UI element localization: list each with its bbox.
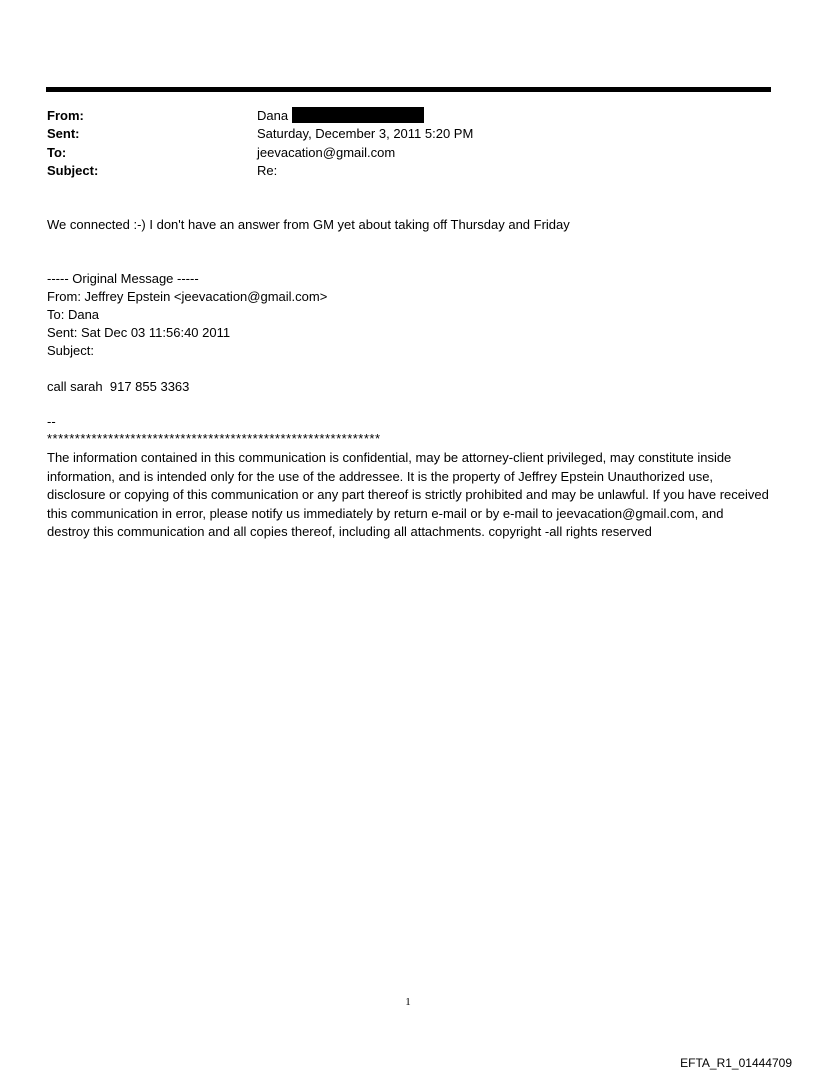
original-from: From: Jeffrey Epstein <jeevacation@gmail.com> xyxy=(47,289,328,304)
signature-dashes: -- xyxy=(47,414,56,429)
header-rule xyxy=(46,87,771,92)
bates-number: EFTA_R1_01444709 xyxy=(680,1056,792,1070)
sent-label: Sent: xyxy=(47,126,80,141)
from-value xyxy=(257,107,424,125)
redaction-box xyxy=(292,107,424,123)
to-value: jeevacation@gmail.com xyxy=(257,145,396,160)
confidentiality-disclaimer: The information contained in this communication is confidential, may be attorney-client privileged, may constitute inside information, and is intended only for the use of the addressee. It is the property of Jeffrey Epstein Unauthorized use, disclosure or copying of this communication or any part thereof is strictly prohibited and may be unlawful. If you have received this communication in error, please notify us immediately by return e-mail or by e-mail to jeevacation@gmail.com, and destroy this communication and all copies thereof, including all attachments. copyright -all rights reserved xyxy=(47,450,769,539)
page-number: 1 xyxy=(405,996,411,1008)
from-name: Dana xyxy=(257,108,289,123)
sent-value: Saturday, December 3, 2011 5:20 PM xyxy=(257,126,474,141)
reply-text: We connected :-) I don't have an answer from GM yet about taking off Thursday and Friday xyxy=(47,217,570,232)
from-label: From: xyxy=(47,108,84,123)
original-message-marker: ----- Original Message ----- xyxy=(47,271,199,286)
subject-label: Subject: xyxy=(47,163,99,178)
original-subject: Subject: xyxy=(47,343,94,358)
original-sent: Sent: Sat Dec 03 11:56:40 2011 xyxy=(47,325,231,340)
to-label: To: xyxy=(47,145,67,160)
signature-stars: ************************************************************ xyxy=(47,431,381,446)
original-body: call sarah 917 855 3363 xyxy=(47,379,190,394)
subject-value: Re: xyxy=(257,163,278,178)
original-to: To: Dana xyxy=(47,307,100,322)
